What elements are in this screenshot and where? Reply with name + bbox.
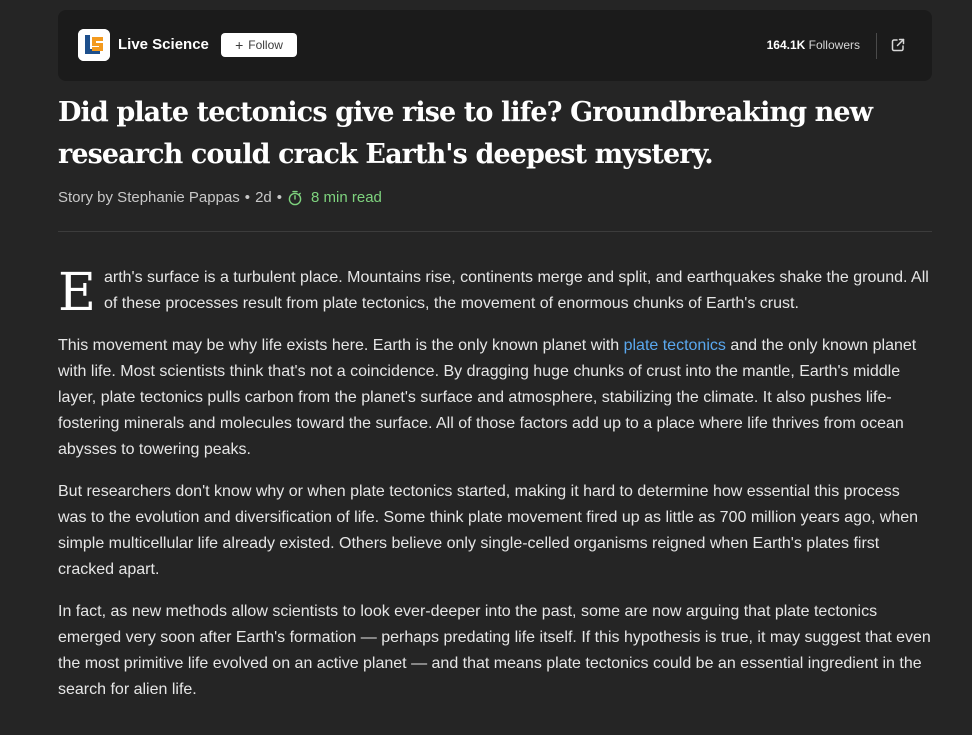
header-divider: [58, 231, 932, 232]
paragraph: In fact, as new methods allow scientists to look ever-deeper into the past, some are now arguing that plate tectonics emerged very soon after Earth's formation — perhaps predating life itself. If this hypothesis is true, it may suggest that even the most primitive life evolved on an active planet — and that means plate tectonics could be an essential ingredient in the search for alien life.: [58, 603, 931, 698]
live-science-logo-icon[interactable]: [78, 29, 110, 61]
drop-cap: E: [58, 263, 96, 323]
byline-separator: •: [276, 189, 283, 206]
plus-icon: +: [235, 37, 244, 53]
publisher-name[interactable]: Live Science: [118, 36, 209, 53]
read-time: 8 min read: [311, 189, 382, 206]
author[interactable]: Story by Stephanie Pappas: [58, 189, 240, 206]
timer-icon: [287, 190, 303, 206]
paragraph: But researchers don't know why or when plate tectonics started, making it hard to determine how essential this process was to the evolution and diversification of life. Some think plate movement fired up as little as 700 million years ago, when simple multicellular life already existed. Others believe only single-celled organisms reigned when Earth's plates first cracked apart.: [58, 483, 919, 578]
publisher-bar: [58, 10, 932, 81]
paragraph-text: and the only known planet with life. Most scientists think that's not a coincidence. By dragging huge chunks of crust into the mantle, Earth's middle layer, plate tectonics pulls carbon from the planet's surface and atmosphere, stabilizing the climate. It also pushes life-fostering minerals and molecules toward the surface. All of those factors add up to a place where life thrives from ocean abysses to towering peaks.: [58, 337, 917, 458]
follow-button[interactable]: [221, 33, 297, 57]
external-link-icon[interactable]: [890, 37, 906, 53]
paragraph: [58, 263, 932, 323]
byline: [58, 189, 382, 206]
followers-number: 164.1K: [766, 38, 806, 52]
divider: [876, 33, 877, 59]
paragraph-text: This movement may be why life exists here. Earth is the only known planet with: [58, 337, 624, 354]
article-body: [58, 265, 932, 719]
article-headline: Did plate tectonics give rise to life? Groundbreaking new research could crack Earth's deepest mystery.: [58, 97, 873, 170]
byline-separator: •: [244, 189, 251, 206]
follow-label: Follow: [248, 38, 283, 52]
paragraph: [58, 333, 932, 463]
plate-tectonics-link[interactable]: plate tectonics: [623, 337, 726, 354]
followers-label: Followers: [808, 38, 860, 52]
publish-age: 2d: [255, 189, 272, 206]
paragraph-text: arth's surface is a turbulent place. Mountains rise, continents merge and split, and earthquakes shake the ground. All of these processes result from plate tectonics, the movement of enormous chunks of Earth's crust.: [103, 269, 929, 312]
followers-count: [767, 38, 860, 52]
